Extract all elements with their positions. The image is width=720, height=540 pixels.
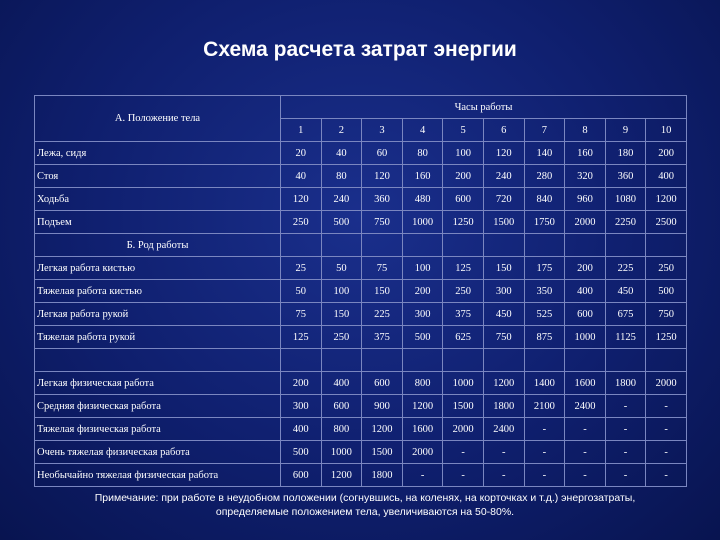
empty-cell (483, 234, 524, 257)
value-cell: 200 (443, 165, 484, 188)
value-cell: 50 (281, 280, 322, 303)
value-cell: 450 (483, 303, 524, 326)
value-cell: 300 (281, 395, 322, 418)
value-cell: 280 (524, 165, 565, 188)
empty-cell (443, 349, 484, 372)
value-cell: 25 (281, 257, 322, 280)
empty-cell (524, 349, 565, 372)
value-cell: 1250 (443, 211, 484, 234)
empty-cell (483, 349, 524, 372)
value-cell: 1250 (646, 326, 687, 349)
value-cell: 500 (321, 211, 362, 234)
row-label: Ходьба (35, 188, 281, 211)
section-b-label: Б. Род работы (35, 234, 281, 257)
hour-header-cell: 9 (605, 119, 646, 142)
value-cell: 900 (362, 395, 403, 418)
value-cell: 150 (321, 303, 362, 326)
value-cell: 525 (524, 303, 565, 326)
table-row (35, 142, 687, 165)
table-row (35, 257, 687, 280)
value-cell: 80 (402, 142, 443, 165)
value-cell: 1125 (605, 326, 646, 349)
value-cell: - (443, 441, 484, 464)
value-cell: 500 (402, 326, 443, 349)
value-cell: - (605, 418, 646, 441)
value-cell: 125 (281, 326, 322, 349)
value-cell: 600 (281, 464, 322, 487)
value-cell: - (605, 441, 646, 464)
value-cell: - (646, 441, 687, 464)
value-cell: - (524, 418, 565, 441)
value-cell: 250 (646, 257, 687, 280)
value-cell: 600 (565, 303, 606, 326)
value-cell: 450 (605, 280, 646, 303)
hour-header-cell: 3 (362, 119, 403, 142)
value-cell: 1800 (362, 464, 403, 487)
hour-header-cell: 6 (483, 119, 524, 142)
value-cell: 75 (362, 257, 403, 280)
value-cell: 40 (321, 142, 362, 165)
value-cell: 225 (362, 303, 403, 326)
value-cell: 2000 (646, 372, 687, 395)
empty-cell (605, 349, 646, 372)
value-cell: 240 (321, 188, 362, 211)
hour-header-cell: 10 (646, 119, 687, 142)
hours-header: Часы работы (281, 96, 687, 119)
value-cell: 320 (565, 165, 606, 188)
value-cell: 360 (362, 188, 403, 211)
value-cell: 1000 (443, 372, 484, 395)
value-cell: 400 (565, 280, 606, 303)
position-header: А. Положение тела (35, 96, 281, 142)
empty-cell (443, 234, 484, 257)
value-cell: - (646, 418, 687, 441)
value-cell: 720 (483, 188, 524, 211)
table-row (35, 464, 687, 487)
value-cell: 2500 (646, 211, 687, 234)
value-cell: 120 (362, 165, 403, 188)
value-cell: 300 (483, 280, 524, 303)
row-label: Тяжелая работа кистью (35, 280, 281, 303)
page-title: Схема расчета затрат энергии (203, 38, 517, 61)
spacer-cell (35, 349, 281, 372)
value-cell: 360 (605, 165, 646, 188)
footnote (40, 491, 690, 519)
empty-cell (321, 234, 362, 257)
empty-cell (646, 234, 687, 257)
value-cell: 175 (524, 257, 565, 280)
empty-cell (524, 234, 565, 257)
value-cell: 2250 (605, 211, 646, 234)
row-label: Тяжелая работа рукой (35, 326, 281, 349)
empty-cell (402, 349, 443, 372)
value-cell: - (483, 441, 524, 464)
row-label: Очень тяжелая физическая работа (35, 441, 281, 464)
value-cell: 2000 (565, 211, 606, 234)
value-cell: 625 (443, 326, 484, 349)
table-row (35, 418, 687, 441)
value-cell: 840 (524, 188, 565, 211)
value-cell: 60 (362, 142, 403, 165)
value-cell: 1000 (402, 211, 443, 234)
value-cell: 1500 (443, 395, 484, 418)
value-cell: - (565, 418, 606, 441)
value-cell: 1800 (483, 395, 524, 418)
row-label: Необычайно тяжелая физическая работа (35, 464, 281, 487)
value-cell: 875 (524, 326, 565, 349)
value-cell: 240 (483, 165, 524, 188)
spacer-row (35, 349, 687, 372)
row-label: Тяжелая физическая работа (35, 418, 281, 441)
value-cell: 200 (281, 372, 322, 395)
value-cell: 800 (402, 372, 443, 395)
footnote-line-2: определяемые положением тела, увеличиваются на 50-80%. (215, 506, 515, 518)
table-row (35, 372, 687, 395)
table-row (35, 395, 687, 418)
section-row (35, 234, 687, 257)
value-cell: 1500 (362, 441, 403, 464)
value-cell: 2000 (402, 441, 443, 464)
value-cell: 250 (281, 211, 322, 234)
hour-header-cell: 7 (524, 119, 565, 142)
value-cell: 75 (281, 303, 322, 326)
value-cell: 80 (321, 165, 362, 188)
value-cell: 160 (565, 142, 606, 165)
value-cell: 120 (281, 188, 322, 211)
value-cell: 225 (605, 257, 646, 280)
value-cell: 375 (443, 303, 484, 326)
value-cell: 1600 (402, 418, 443, 441)
value-cell: 250 (321, 326, 362, 349)
value-cell: 375 (362, 326, 403, 349)
row-label: Легкая работа рукой (35, 303, 281, 326)
value-cell: 140 (524, 142, 565, 165)
value-cell: - (605, 395, 646, 418)
value-cell: 1200 (402, 395, 443, 418)
value-cell: 600 (443, 188, 484, 211)
value-cell: 500 (646, 280, 687, 303)
value-cell: 1200 (483, 372, 524, 395)
hour-header-cell: 1 (281, 119, 322, 142)
value-cell: 350 (524, 280, 565, 303)
value-cell: 50 (321, 257, 362, 280)
value-cell: 400 (646, 165, 687, 188)
table-row (35, 211, 687, 234)
value-cell: 400 (281, 418, 322, 441)
value-cell: 675 (605, 303, 646, 326)
value-cell: 2100 (524, 395, 565, 418)
value-cell: 250 (443, 280, 484, 303)
value-cell: 300 (402, 303, 443, 326)
value-cell: 480 (402, 188, 443, 211)
energy-table (34, 95, 687, 487)
value-cell: 1200 (646, 188, 687, 211)
row-label: Лежа, сидя (35, 142, 281, 165)
empty-cell (281, 234, 322, 257)
table-row (35, 165, 687, 188)
empty-cell (321, 349, 362, 372)
value-cell: 180 (605, 142, 646, 165)
value-cell: - (483, 464, 524, 487)
value-cell: 1000 (321, 441, 362, 464)
value-cell: 120 (483, 142, 524, 165)
row-label: Средняя физическая работа (35, 395, 281, 418)
value-cell: 1200 (362, 418, 403, 441)
value-cell: 1500 (483, 211, 524, 234)
value-cell: 500 (281, 441, 322, 464)
value-cell: 750 (362, 211, 403, 234)
row-label: Легкая физическая работа (35, 372, 281, 395)
value-cell: 750 (483, 326, 524, 349)
value-cell: 100 (402, 257, 443, 280)
value-cell: 160 (402, 165, 443, 188)
value-cell: 960 (565, 188, 606, 211)
row-label: Легкая работа кистью (35, 257, 281, 280)
empty-cell (565, 349, 606, 372)
value-cell: 1200 (321, 464, 362, 487)
hour-header-cell: 5 (443, 119, 484, 142)
value-cell: 200 (565, 257, 606, 280)
empty-cell (565, 234, 606, 257)
header-row-1 (35, 96, 687, 119)
value-cell: - (565, 464, 606, 487)
table-row (35, 280, 687, 303)
value-cell: 20 (281, 142, 322, 165)
empty-cell (281, 349, 322, 372)
value-cell: 400 (321, 372, 362, 395)
value-cell: 150 (483, 257, 524, 280)
value-cell: 750 (646, 303, 687, 326)
value-cell: 125 (443, 257, 484, 280)
value-cell: 600 (362, 372, 403, 395)
value-cell: 40 (281, 165, 322, 188)
value-cell: 200 (646, 142, 687, 165)
value-cell: - (646, 464, 687, 487)
value-cell: - (605, 464, 646, 487)
value-cell: - (443, 464, 484, 487)
value-cell: - (524, 441, 565, 464)
value-cell: - (402, 464, 443, 487)
row-label: Стоя (35, 165, 281, 188)
value-cell: 600 (321, 395, 362, 418)
value-cell: - (646, 395, 687, 418)
empty-cell (402, 234, 443, 257)
value-cell: 100 (321, 280, 362, 303)
table-row (35, 188, 687, 211)
value-cell: 2400 (565, 395, 606, 418)
value-cell: - (524, 464, 565, 487)
hour-header-cell: 2 (321, 119, 362, 142)
value-cell: 1600 (565, 372, 606, 395)
footnote-line-1: Примечание: при работе в неудобном положении (согнувшись, на коленях, на корточках и т.д.) энергозатраты, (94, 492, 636, 504)
empty-cell (362, 234, 403, 257)
value-cell: - (565, 441, 606, 464)
table-row (35, 441, 687, 464)
value-cell: 1400 (524, 372, 565, 395)
hour-header-cell: 8 (565, 119, 606, 142)
row-label: Подъем (35, 211, 281, 234)
value-cell: 800 (321, 418, 362, 441)
value-cell: 1800 (605, 372, 646, 395)
value-cell: 1750 (524, 211, 565, 234)
value-cell: 1000 (565, 326, 606, 349)
value-cell: 200 (402, 280, 443, 303)
value-cell: 100 (443, 142, 484, 165)
value-cell: 150 (362, 280, 403, 303)
empty-cell (362, 349, 403, 372)
value-cell: 1080 (605, 188, 646, 211)
empty-cell (605, 234, 646, 257)
value-cell: 2000 (443, 418, 484, 441)
value-cell: 2400 (483, 418, 524, 441)
table-row (35, 303, 687, 326)
table-row (35, 326, 687, 349)
empty-cell (646, 349, 687, 372)
hour-header-cell: 4 (402, 119, 443, 142)
